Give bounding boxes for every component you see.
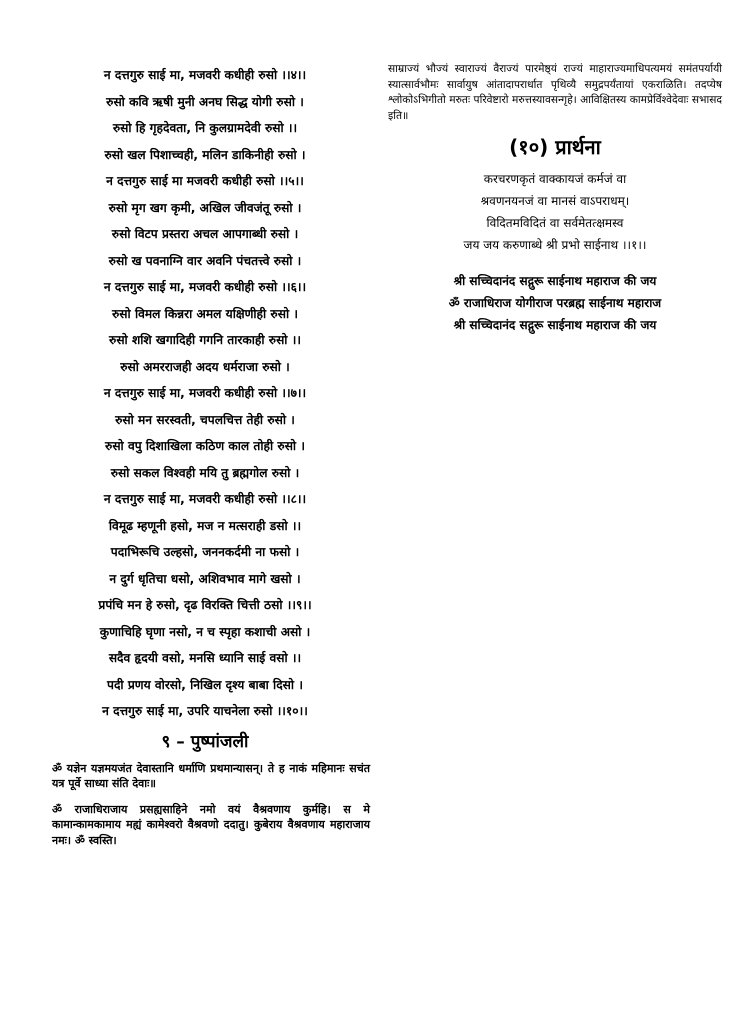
- prayer-line: करचरणकृतं वाक्कायजं कर्मजं वा: [483, 172, 627, 186]
- verse-line: रुसो हि गृहदेवता, नि कुलग्रामदेवी रुसो ।।: [112, 121, 298, 135]
- verse-line: रुसो मृग खग कृमी, अखिल जीवजंतू रुसो ।: [108, 200, 302, 215]
- verse-line: न दत्तगुरु साई मा, मजवरी कधीही रुसो ।।६।।: [103, 280, 307, 294]
- verse-line: रुसो ख पवनाग्नि वार अवनि पंचतत्त्वे रुसो ।: [108, 253, 302, 268]
- verse-line: रुसो मन सरस्वती, चपलचित्त तेही रुसो ।: [115, 412, 295, 427]
- verse-line: न दत्तगुरु साई मा मजवरी कधीही रुसो ।।५।।: [106, 174, 304, 188]
- verse-line: रुसो शशि खगादिही गगनि तारकाही रुसो ।।: [109, 333, 301, 347]
- prayer-block: [388, 168, 722, 256]
- verse-line: सदैव हृदयी वसो, मनसि ध्यानि साई वसो ।।: [108, 651, 302, 665]
- pushpanjali-heading: ९ – पुष्पांजली: [161, 731, 249, 752]
- pushpanjali-paragraph-1: ॐ यज्ञेन यज्ञमयजंत देवास्तानि धर्माणि प्रथमान्यासन्। ते ह नाकं महिमानः सचंत यत्र पूर्वे साध्या संति देवाः॥: [52, 761, 370, 790]
- prayer-line: जय जय करुणाब्धे श्री प्रभो साईनाथ ।।१।।: [463, 238, 647, 252]
- verse-line: विमूढ म्हणूनी हसो, मज न मत्सराही डसो ।।: [108, 518, 302, 533]
- pushpanjali-paragraph-2: ॐ राजाधिराजाय प्रसह्यसाहिने नमो वयं वैश्रवणाय कुर्महि। स मे कामान्कामकामाय मह्यं कामेश्वरो वैश्रवणो ददातु। कुबेराय वैश्रवणाय महाराजाय नमः। ॐ स्वस्ति।: [52, 802, 370, 847]
- prayer-line: श्रवणनयनजं वा मानसं वाऽपराधम्।: [480, 194, 630, 208]
- verse-line: न दत्तगुरु साई मा, उपरि याचनेला रुसो ।।१०।।: [102, 704, 308, 718]
- verse-line: रुसो कवि ऋषी मुनी अनघ सिद्ध योगी रुसो ।: [106, 94, 304, 109]
- verse-line: कुणाचिहि घृणा नसो, न च स्पृहा कशाची असो ।: [99, 624, 311, 639]
- verse-line: पदी प्रणय वोरसो, निखिल दृश्य बाबा दिसो ।: [107, 677, 303, 692]
- verse-line: रुसो खल पिशाच्चही, मलिन डाकिनीही रुसो ।: [104, 147, 306, 162]
- prayer-line: विदितमविदितं वा सर्वमेतत्क्षमस्व: [486, 216, 624, 230]
- verse-line: रुसो विमल किन्नरा अमल यक्षिणीही रुसो ।: [112, 306, 298, 321]
- jay-block: [388, 270, 722, 336]
- right-prose-paragraph: साम्राज्यं भौज्यं स्वाराज्यं वैराज्यं पारमेष्ठ्यं राज्यं माहाराज्यमाधिपत्यमयं समंतपर्यायी स्यात्सार्वभौमः सार्वायुष आंतादापरार्धात पृथिव्यै समुद्रपर्यंतायां एकराळिति। तदप्येष श्लोकोऽभिगीतो मरुतः परिवेष्टारो मरुत्तस्यावसन्गृहे। आविक्षितस्य कामप्रेर्विश्वेदेवाः सभासद इति॥: [388, 63, 722, 122]
- jay-line: ॐ राजाधिराज योगीराज परब्रह्म साईनाथ महाराज: [448, 296, 662, 310]
- verse-line: रुसो अमरराजही अदय धर्मराजा रुसो ।: [120, 359, 290, 374]
- verse-line: पदाभिरूचि उल्हसो, जननकर्दमी ना फसो ।: [110, 545, 300, 559]
- right-column: [388, 62, 722, 336]
- verse-list: [40, 62, 370, 725]
- verse-line: रुसो विटप प्रस्तरा अचल आपगाब्धी रुसो ।: [111, 227, 299, 241]
- prarthana-heading: (१०) प्रार्थना: [509, 135, 601, 159]
- verse-line: न दत्तगुरु साई मा, मजवरी कधीही रुसो ।।७।।: [103, 386, 307, 400]
- left-column: [40, 62, 370, 858]
- verse-line: प्रपंचि मन हे रुसो, दृढ विरक्ति चित्ती ठसो ।।९।।: [98, 598, 312, 612]
- verse-line: रुसो वपु दिशाखिला कठिण काल तोही रुसो ।: [105, 439, 305, 453]
- verse-line: रुसो सकल विश्वही मयि तु ब्रह्मगोल रुसो ।: [110, 465, 300, 480]
- verse-line: न दत्तगुरु साई मा, मजवरी कधीही रुसो ।।८।।: [103, 492, 307, 506]
- verse-line: न दुर्ग धृतिचा धसो, अशिवभाव मागे खसो ।: [109, 571, 301, 586]
- verse-line: न दत्तगुरु साई मा, मजवरी कधीही रुसो ।।४।।: [103, 68, 307, 82]
- jay-line: श्री सच्चिदानंद सद्गुरू साईनाथ महाराज की जय: [453, 318, 657, 332]
- jay-line: श्री सच्चिदानंद सद्गुरू साईनाथ महाराज की जय: [453, 274, 657, 288]
